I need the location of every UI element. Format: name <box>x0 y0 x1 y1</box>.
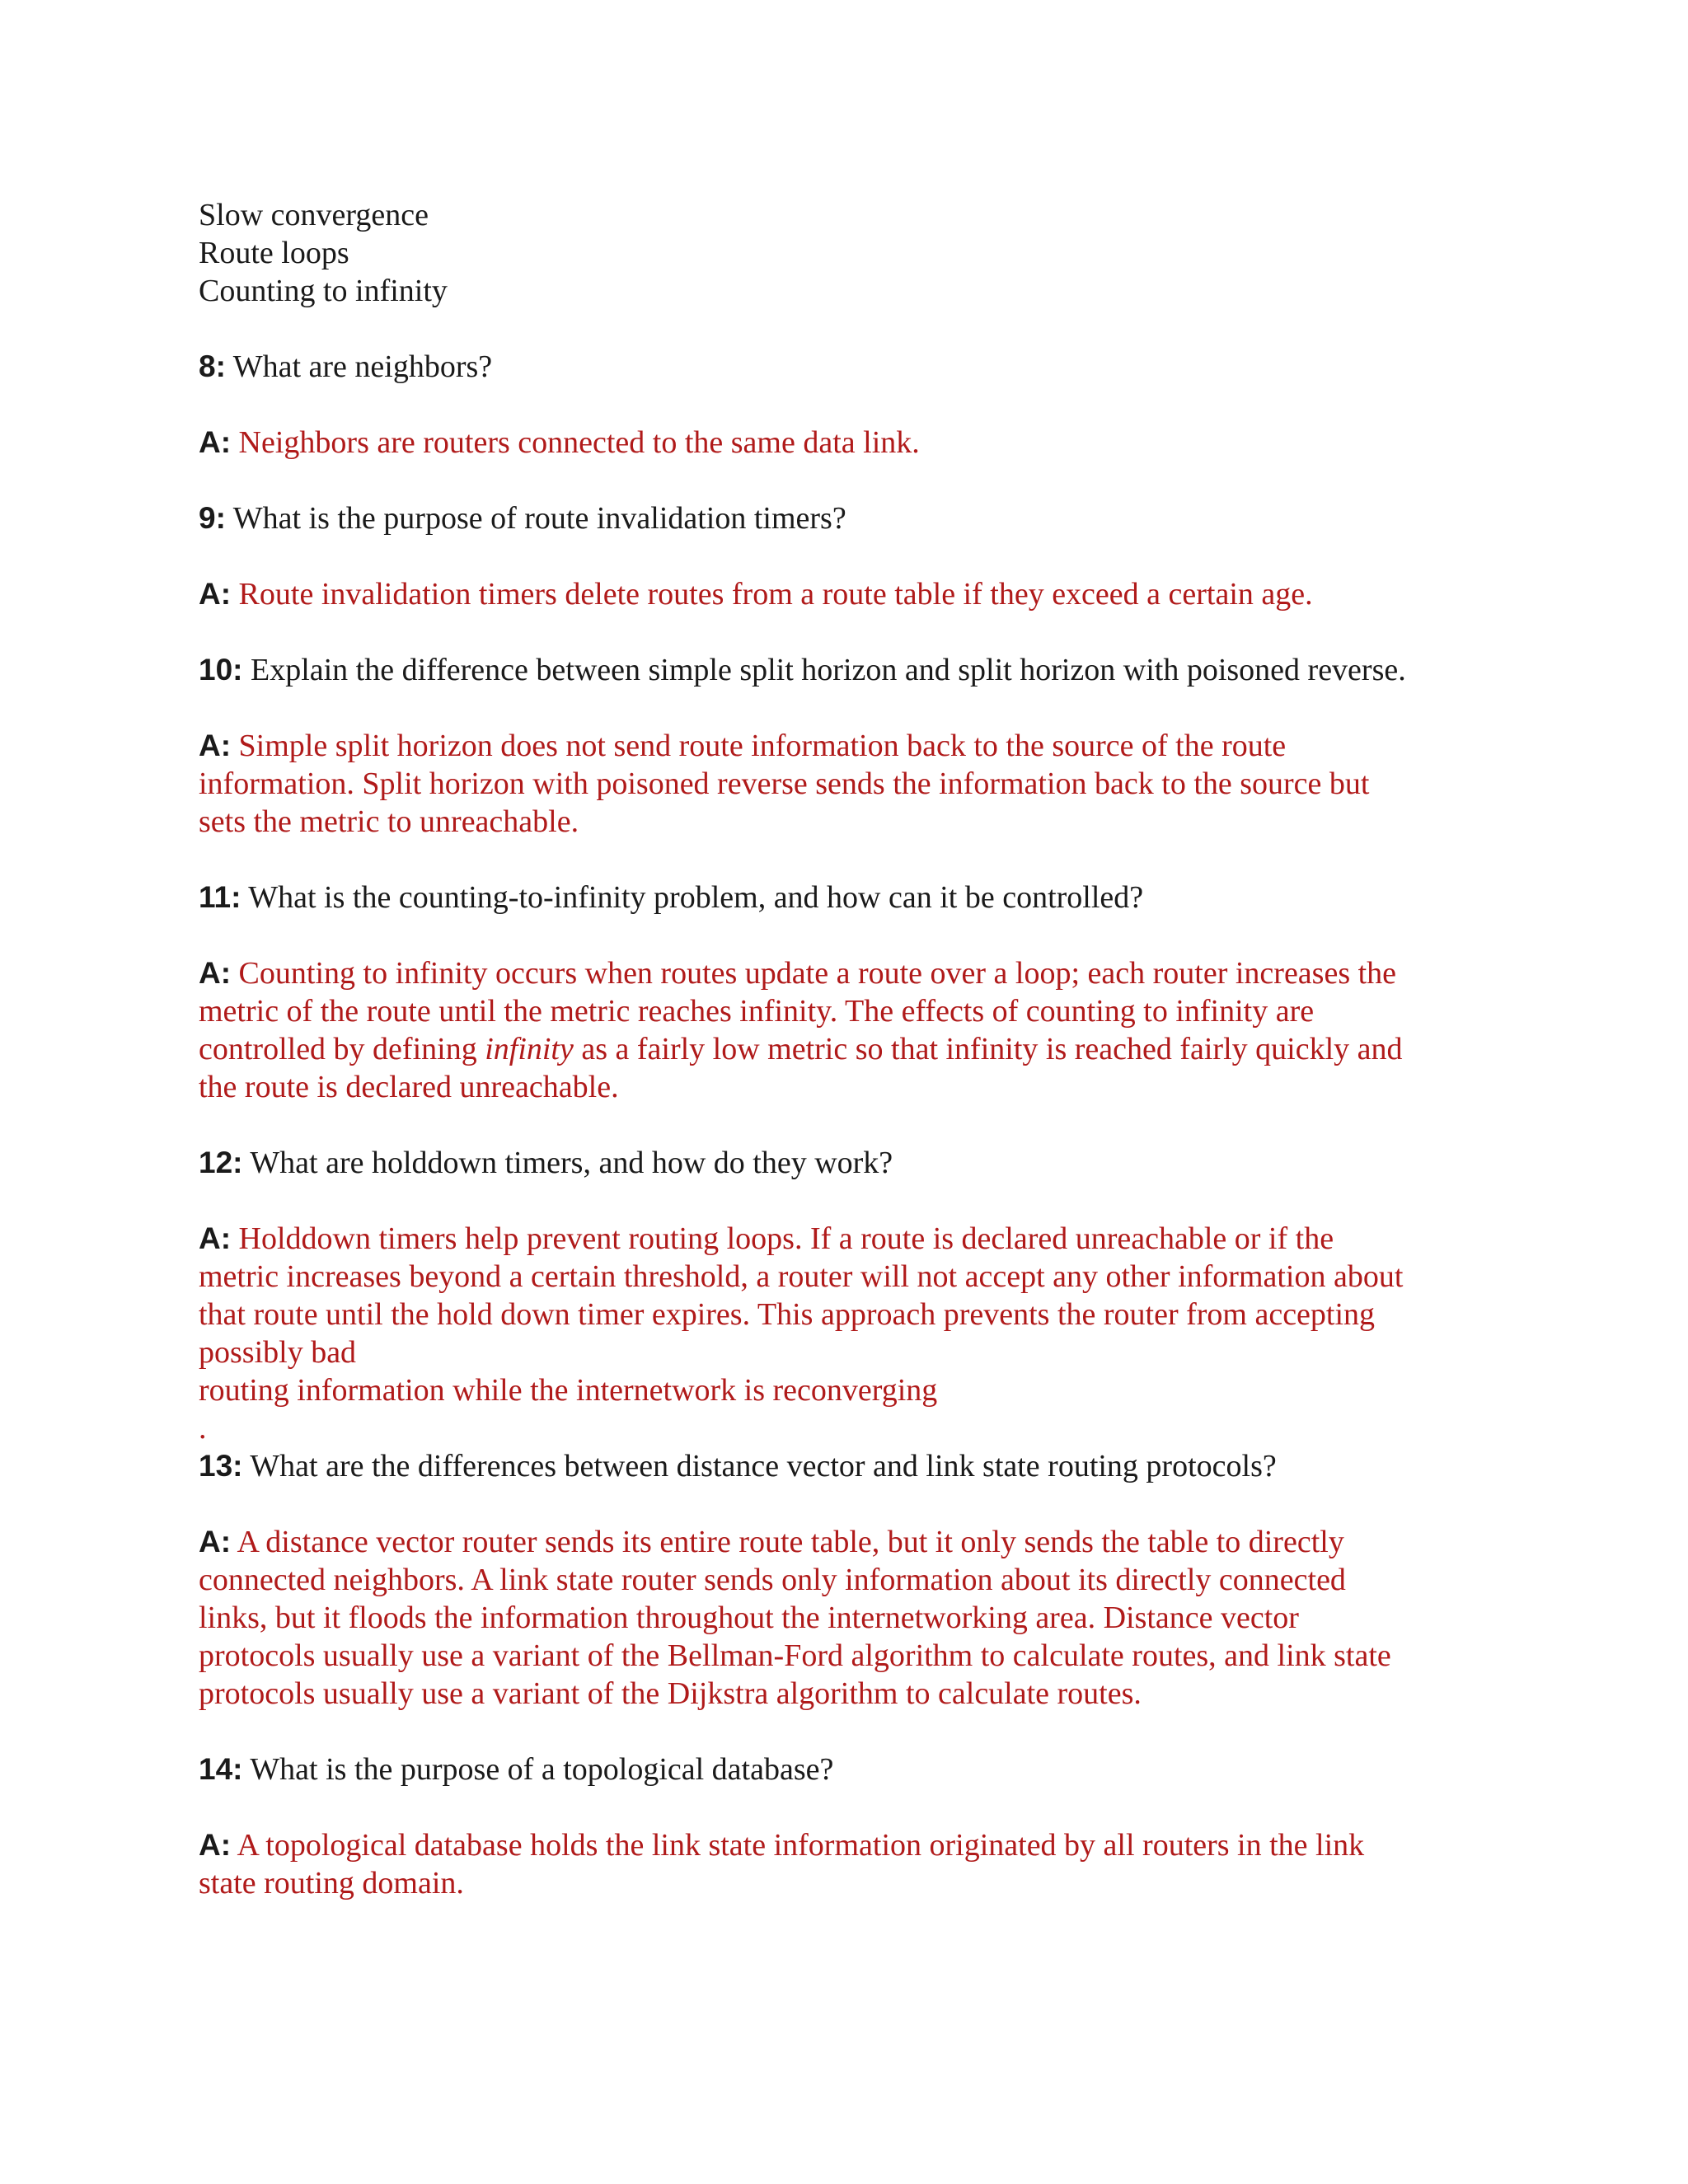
question-number: 11: <box>199 880 241 914</box>
question-9 <box>199 499 1501 537</box>
question-text: What are the differences between distance vector and link state routing protocols? <box>250 1449 1277 1483</box>
answer-label: A: <box>199 1525 232 1558</box>
answer-13-line: protocols usually use a variant of the Dijkstra algorithm to calculate routes. <box>199 1676 1142 1711</box>
answer-text: Simple split horizon does not send route information back to the source of the route <box>238 729 1287 763</box>
intro-item: Counting to infinity <box>199 274 448 308</box>
answer-12-line: routing information while the internetwork is reconverging <box>199 1373 938 1408</box>
intro-item: Slow convergence <box>199 198 429 232</box>
intro-item: Route loops <box>199 236 349 270</box>
answer-12 <box>199 1220 1501 1258</box>
question-number: 8: <box>199 349 226 383</box>
answer-11-line: the route is declared unreachable. <box>199 1070 619 1104</box>
answer-8 <box>199 424 1501 462</box>
answer-13-line: links, but it floods the information throughout the internetworking area. Distance vector <box>199 1601 1299 1635</box>
answer-13 <box>199 1523 1501 1561</box>
answer-text: Counting to infinity occurs when routes update a route over a loop; each router increases the <box>238 956 1397 991</box>
question-text: Explain the difference between simple split horizon and split horizon with poisoned reverse. <box>250 653 1406 687</box>
answer-11-italic: infinity <box>485 1032 574 1066</box>
document-content <box>199 196 1501 1902</box>
answer-10-line: sets the metric to unreachable. <box>199 804 579 839</box>
answer-14-line: state routing domain. <box>199 1866 464 1900</box>
question-number: 12: <box>199 1146 243 1179</box>
question-text: What are neighbors? <box>232 349 493 384</box>
question-number: 10: <box>199 653 243 687</box>
answer-label: A: <box>199 1221 232 1255</box>
answer-label: A: <box>199 1828 232 1862</box>
question-text: What is the purpose of a topological database? <box>250 1752 834 1787</box>
answer-label: A: <box>199 956 232 990</box>
answer-11-after: as a fairly low metric so that infinity is reached fairly quickly and <box>573 1032 1403 1066</box>
answer-text: Neighbors are routers connected to the same data link. <box>238 425 920 460</box>
answer-9 <box>199 575 1501 613</box>
answer-12-line: metric increases beyond a certain threshold, a router will not accept any other information about <box>199 1259 1404 1294</box>
answer-10-line: information. Split horizon with poisoned reverse sends the information back to the source but <box>199 766 1370 801</box>
question-number: 14: <box>199 1752 243 1786</box>
question-text: What is the counting-to-infinity problem, and how can it be controlled? <box>248 880 1144 915</box>
question-13 <box>199 1447 1501 1485</box>
answer-text: Route invalidation timers delete routes from a route table if they exceed a certain age. <box>238 577 1313 612</box>
question-number: 9: <box>199 501 226 535</box>
question-number: 13: <box>199 1449 243 1483</box>
question-12 <box>199 1144 1501 1182</box>
question-text: What is the purpose of route invalidation timers? <box>232 501 846 536</box>
answer-text: A topological database holds the link state information originated by all routers in the link <box>237 1828 1365 1863</box>
answer-14 <box>199 1826 1501 1864</box>
question-14 <box>199 1750 1501 1788</box>
answer-10 <box>199 727 1501 765</box>
answer-11-line: metric of the route until the metric reaches infinity. The effects of counting to infinity are <box>199 994 1315 1029</box>
answer-label: A: <box>199 729 232 762</box>
answer-11 <box>199 954 1501 992</box>
answer-text: A distance vector router sends its entire route table, but it only sends the table to directly <box>237 1525 1344 1559</box>
answer-13-line: protocols usually use a variant of the Bellman-Ford algorithm to calculate routes, and link state <box>199 1638 1391 1673</box>
answer-text: Holddown timers help prevent routing loops. If a route is declared unreachable or if the <box>238 1221 1334 1256</box>
question-11 <box>199 879 1501 916</box>
question-8 <box>199 348 1501 386</box>
answer-12-line: that route until the hold down timer expires. This approach prevents the router from accepting <box>199 1297 1376 1332</box>
answer-11-line <box>199 1030 1501 1068</box>
answer-13-line: connected neighbors. A link state router sends only information about its directly connected <box>199 1563 1346 1597</box>
answer-label: A: <box>199 425 232 459</box>
answer-11-before: controlled by defining <box>199 1032 485 1066</box>
answer-12-line: . <box>199 1411 207 1446</box>
question-text: What are holddown timers, and how do they work? <box>250 1146 893 1180</box>
answer-12-line: possibly bad <box>199 1335 357 1370</box>
question-10 <box>199 651 1501 689</box>
answer-label: A: <box>199 577 232 611</box>
